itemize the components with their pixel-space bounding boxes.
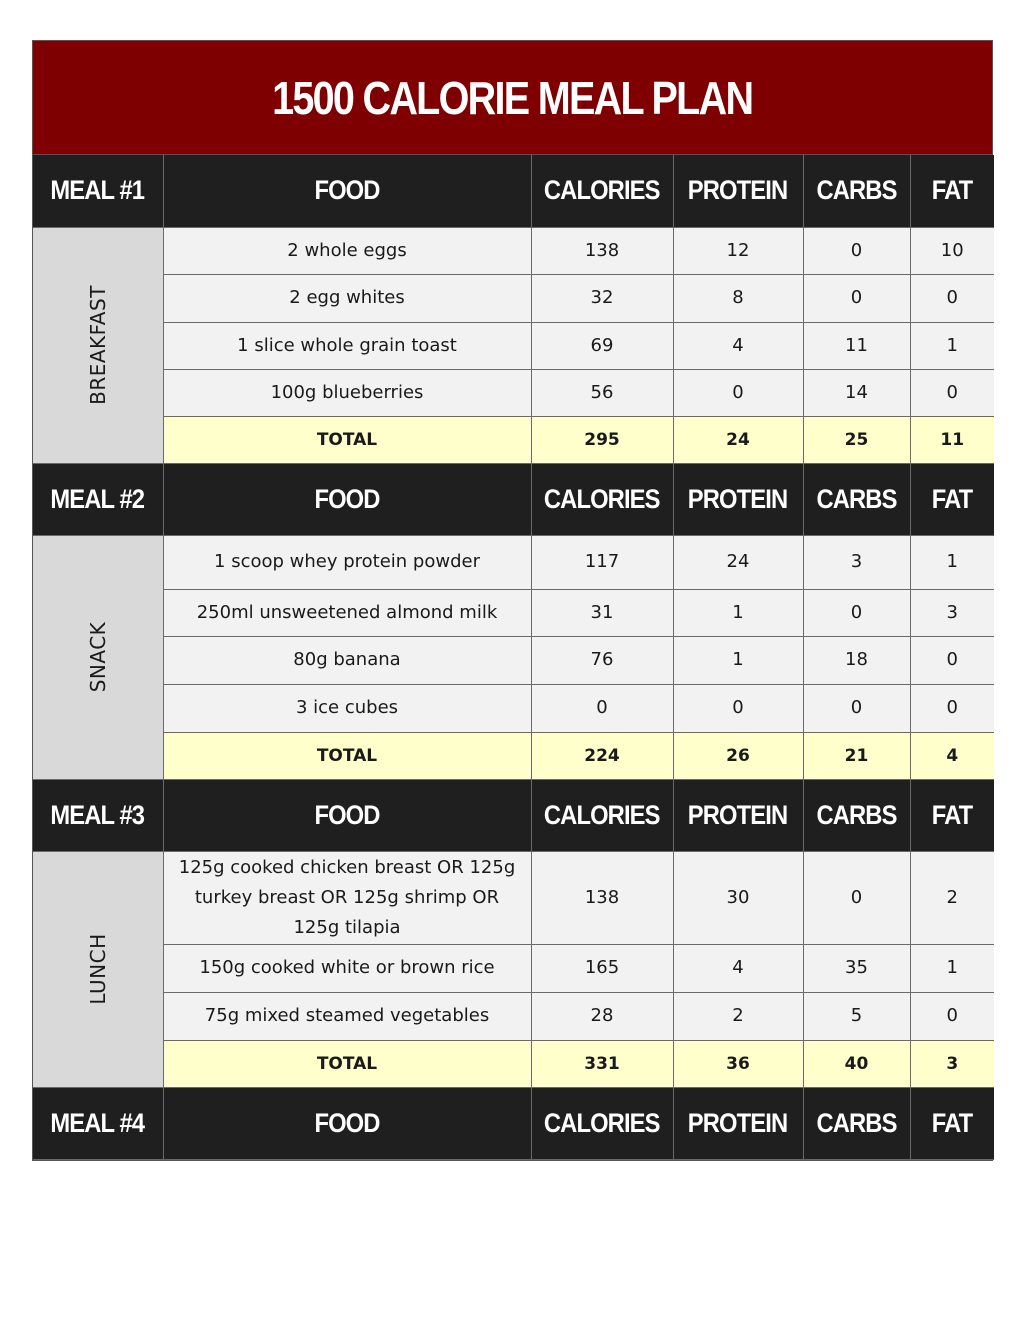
food-row [33,274,994,322]
column-header-protein: PROTEIN [673,779,803,851]
total-fat: 4 [910,732,994,779]
cell-food: 80g banana [163,636,531,684]
meal-plan-table [33,155,994,1160]
cell-protein: 1 [673,589,803,636]
meal-header-row [33,779,994,851]
column-header-protein: PROTEIN [673,1087,803,1159]
food-row [33,589,994,636]
cell-protein: 4 [673,322,803,369]
total-protein: 24 [673,416,803,463]
food-row [33,992,994,1040]
food-row [33,535,994,589]
cell-carbs: 18 [803,636,910,684]
cell-carbs: 0 [803,274,910,322]
cell-calories: 28 [531,992,673,1040]
cell-carbs: 14 [803,369,910,416]
column-header-calories: CALORIES [531,779,673,851]
cell-calories: 32 [531,274,673,322]
meal-header-row [33,155,994,227]
meal-header-row [33,463,994,535]
column-header-fat: FAT [910,463,994,535]
column-header-calories: CALORIES [531,463,673,535]
cell-calories: 138 [531,227,673,274]
cell-carbs: 0 [803,684,910,732]
total-calories: 224 [531,732,673,779]
meal-type-label: LUNCH [33,851,163,1087]
column-header-food: FOOD [163,155,531,227]
total-calories: 295 [531,416,673,463]
food-row [33,322,994,369]
meal-number-header: MEAL #3 [33,779,163,851]
column-header-carbs: CARBS [803,463,910,535]
total-protein: 36 [673,1040,803,1087]
column-header-food: FOOD [163,1087,531,1159]
total-fat: 3 [910,1040,994,1087]
cell-calories: 56 [531,369,673,416]
cell-protein: 1 [673,636,803,684]
food-row [33,636,994,684]
food-row [33,851,994,944]
cell-calories: 138 [531,851,673,944]
cell-fat: 0 [910,684,994,732]
food-row [33,944,994,992]
column-header-food: FOOD [163,779,531,851]
cell-fat: 0 [910,992,994,1040]
cell-food: 100g blueberries [163,369,531,416]
cell-calories: 165 [531,944,673,992]
total-row [33,1040,994,1087]
page-title: 1500 CALORIE MEAL PLAN [33,41,992,155]
total-carbs: 21 [803,732,910,779]
cell-protein: 0 [673,684,803,732]
cell-protein: 30 [673,851,803,944]
cell-protein: 8 [673,274,803,322]
cell-fat: 1 [910,535,994,589]
cell-calories: 76 [531,636,673,684]
column-header-fat: FAT [910,1087,994,1159]
cell-fat: 10 [910,227,994,274]
food-row [33,369,994,416]
total-fat: 11 [910,416,994,463]
cell-food: 150g cooked white or brown rice [163,944,531,992]
cell-carbs: 35 [803,944,910,992]
cell-calories: 0 [531,684,673,732]
cell-fat: 0 [910,369,994,416]
cell-carbs: 3 [803,535,910,589]
column-header-carbs: CARBS [803,1087,910,1159]
meal-header-row [33,1087,994,1159]
cell-fat: 3 [910,589,994,636]
cell-food: 75g mixed steamed vegetables [163,992,531,1040]
meal-number-header: MEAL #1 [33,155,163,227]
cell-protein: 24 [673,535,803,589]
cell-carbs: 11 [803,322,910,369]
cell-protein: 12 [673,227,803,274]
meal-plan-body [33,155,994,1159]
total-row [33,416,994,463]
cell-food: 125g cooked chicken breast OR 125g turkey breast OR 125g shrimp OR 125g tilapia [163,851,531,944]
cell-carbs: 0 [803,589,910,636]
column-header-protein: PROTEIN [673,155,803,227]
cell-food: 1 slice whole grain toast [163,322,531,369]
cell-protein: 0 [673,369,803,416]
column-header-food: FOOD [163,463,531,535]
cell-fat: 0 [910,274,994,322]
cell-carbs: 5 [803,992,910,1040]
meal-type-label: SNACK [33,535,163,779]
cell-food: 2 egg whites [163,274,531,322]
cell-fat: 2 [910,851,994,944]
cell-calories: 117 [531,535,673,589]
column-header-fat: FAT [910,155,994,227]
total-food: TOTAL [163,1040,531,1087]
cell-protein: 4 [673,944,803,992]
column-header-protein: PROTEIN [673,463,803,535]
cell-fat: 0 [910,636,994,684]
column-header-fat: FAT [910,779,994,851]
cell-food: 3 ice cubes [163,684,531,732]
cell-carbs: 0 [803,851,910,944]
cell-fat: 1 [910,944,994,992]
cell-food: 250ml unsweetened almond milk [163,589,531,636]
cell-calories: 31 [531,589,673,636]
cell-calories: 69 [531,322,673,369]
total-food: TOTAL [163,416,531,463]
food-row [33,227,994,274]
cell-protein: 2 [673,992,803,1040]
total-calories: 331 [531,1040,673,1087]
meal-plan-sheet [32,40,993,1161]
cell-carbs: 0 [803,227,910,274]
cell-fat: 1 [910,322,994,369]
cell-food: 1 scoop whey protein powder [163,535,531,589]
column-header-calories: CALORIES [531,155,673,227]
total-row [33,732,994,779]
cell-food: 2 whole eggs [163,227,531,274]
total-carbs: 40 [803,1040,910,1087]
meal-number-header: MEAL #2 [33,463,163,535]
food-row [33,684,994,732]
meal-type-label: BREAKFAST [33,227,163,463]
column-header-calories: CALORIES [531,1087,673,1159]
total-food: TOTAL [163,732,531,779]
total-carbs: 25 [803,416,910,463]
total-protein: 26 [673,732,803,779]
meal-number-header: MEAL #4 [33,1087,163,1159]
column-header-carbs: CARBS [803,779,910,851]
column-header-carbs: CARBS [803,155,910,227]
